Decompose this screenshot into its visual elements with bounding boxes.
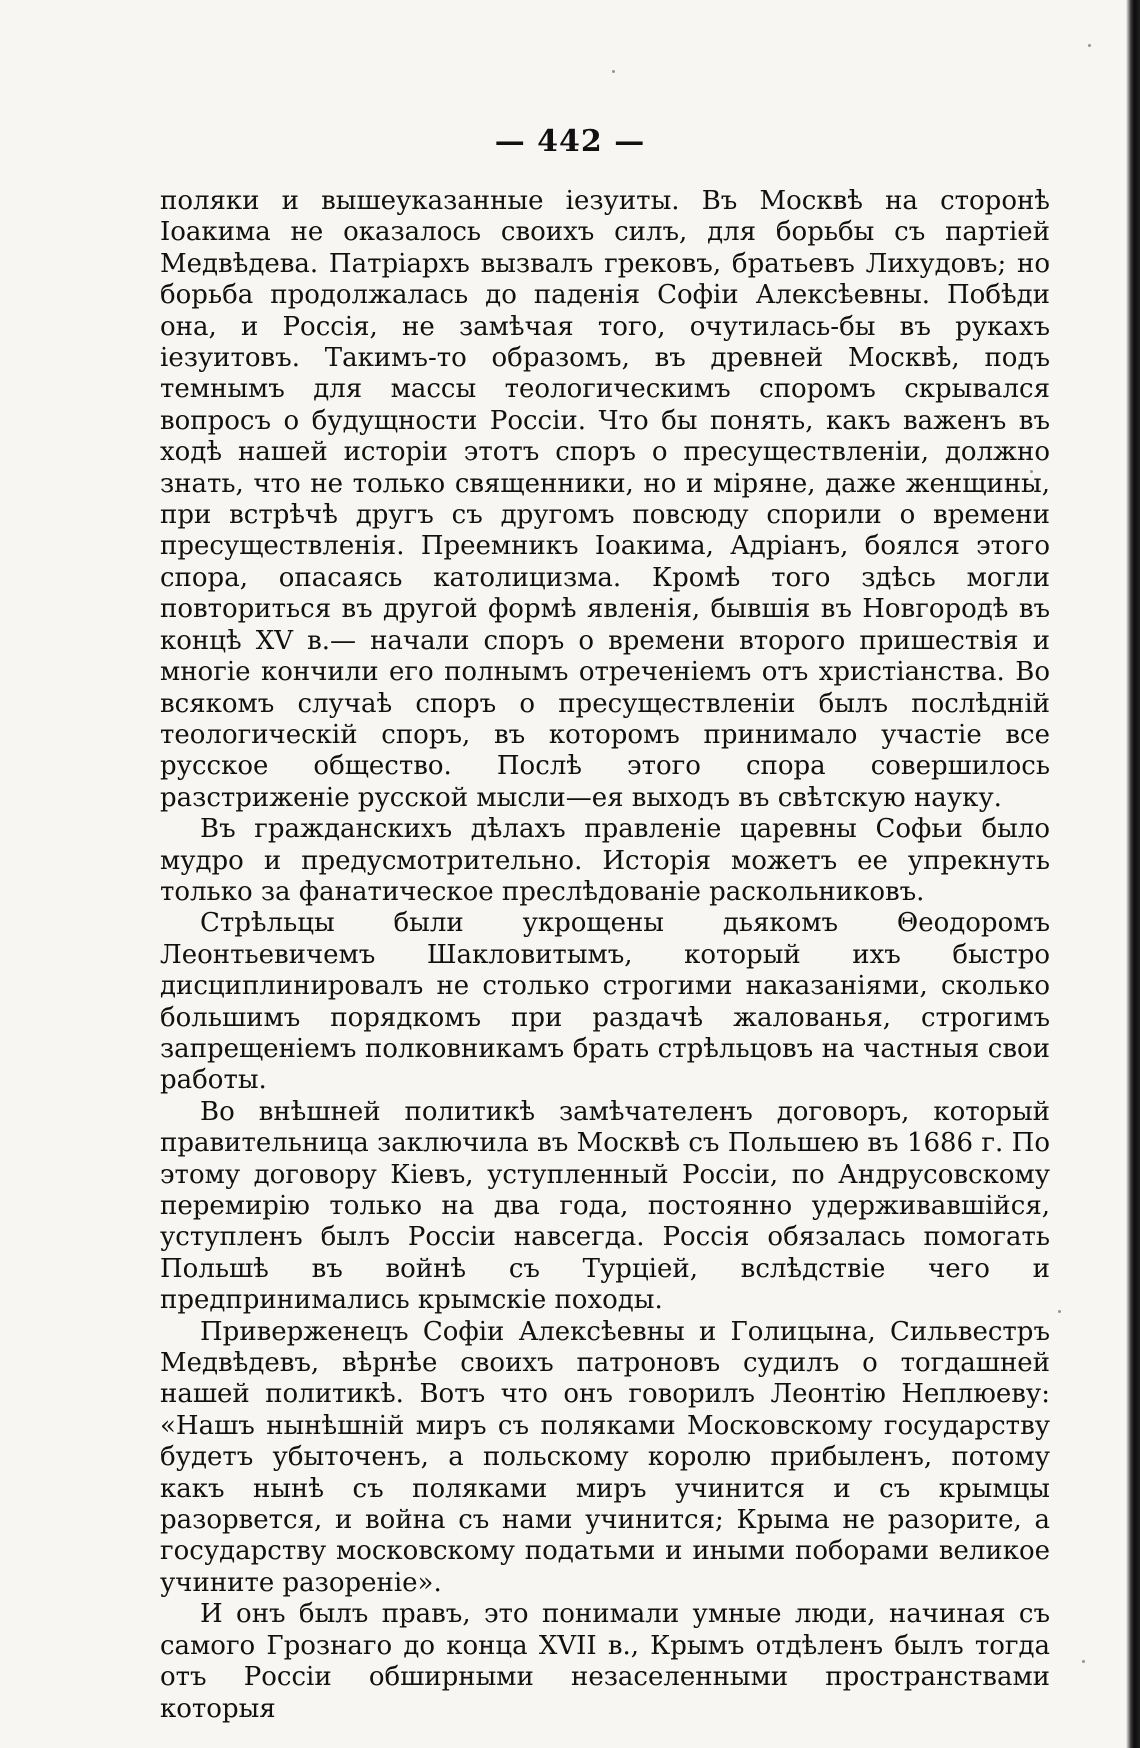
page-number: — 442 — — [494, 124, 646, 159]
paragraph-5: Приверженецъ Софiи Алексѣевны и Голицына, Сильвестръ Медвѣдевъ, вѣрнѣе своихъ патроновъ судилъ о тогдашней нашей политикѣ. Вотъ что онъ говорилъ Леонтiю Неплюеву: «Нашъ нынѣшнiй миръ съ поляками Московскому государству будетъ убыточенъ, а польскому королю прибыленъ, потому какъ нынѣ съ поляками миръ учинится и съ крымцы разорвется, и война съ нами учинится; Крыма не разорите, а государству московскому податьми и иными поборами великое учините разоренiе». — [160, 1316, 1050, 1598]
scan-speck — [1088, 44, 1091, 47]
paragraph-1: поляки и вышеуказанные iезуиты. Въ Москвѣ на сторонѣ Iоакима не оказалось своихъ силъ, для борьбы съ партiей Медвѣдева. Патрiархъ вызвалъ грековъ, братьевъ Лихудовъ; но борьба продолжалась до паденiя Софiи Алексѣевны. Побѣди она, и Россiя, не замѣчая того, очутилась-бы въ рукахъ iезуитовъ. Такимъ-то образомъ, въ древней Москвѣ, подъ темнымъ для массы теологическимъ споромъ скрывался вопросъ о будущности Россiи. Что бы понять, какъ важенъ въ ходѣ нашей исторiи этотъ споръ о пресуществленiи, должно знать, что не только священники, но и мiряне, даже женщины, при встрѣчѣ другъ съ другомъ повсюду спорили о времени пресуществленiя. Преемникъ Iоакима, Адрiанъ, боялся этого спора, опасаясь католицизма. Кромѣ того здѣсь могли повториться въ другой формѣ явленiя, бывшiя въ Новгородѣ въ концѣ XV в.— начали споръ о времени второго пришествiя и многiе кончили его полнымъ отреченiемъ отъ христiанства. Во всякомъ случаѣ споръ о пресуществленiи былъ послѣднiй теологическiй споръ, въ которомъ принимало участiе все русское общество. Послѣ этого спора совершилось разстриженiе русской мысли—ея выходъ въ свѣтскую науку. — [160, 186, 1050, 813]
scan-speck — [1082, 1660, 1085, 1663]
scan-speck — [1058, 1310, 1061, 1313]
body-text — [160, 186, 1050, 1725]
scan-speck — [612, 70, 615, 73]
paragraph-2: Въ гражданскихъ дѣлахъ правленiе царевны Софьи было мудро и предусмотрительно. Исторiя можетъ ее упрекнуть только за фанатическое преслѣдованiе раскольниковъ. — [160, 814, 1050, 907]
paragraph-3: Стрѣльцы были укрощены дьякомъ Θеодоромъ Леонтьевичемъ Шакловитымъ, который ихъ быстро дисциплинировалъ не столько строгими наказанiями, сколько большимъ порядкомъ при раздачѣ жалованья, строгимъ запрещенiемъ полковникамъ брать стрѣльцовъ на частныя свои работы. — [160, 908, 1050, 1096]
scan-edge-shadow — [1126, 0, 1140, 1748]
paragraph-6: И онъ былъ правъ, это понимали умные люди, начиная съ самого Грознаго до конца XVII в., Крымъ отдѣленъ былъ тогда отъ Россiи обширными незаселенными пространствами которыя — [160, 1599, 1050, 1724]
paragraph-4: Во внѣшней политикѣ замѣчателенъ договоръ, который правительница заключила въ Москвѣ съ Польшею въ 1686 г. По этому договору Кiевъ, уступленный Россiи, по Андрусовскому перемирiю только на два года, постоянно удерживавшiйся, уступленъ былъ Россiи навсегда. Россiя обязалась помогать Польшѣ въ войнѣ съ Турцiей, вслѣдствiе чего и предпринимались крымскiе походы. — [160, 1096, 1050, 1316]
